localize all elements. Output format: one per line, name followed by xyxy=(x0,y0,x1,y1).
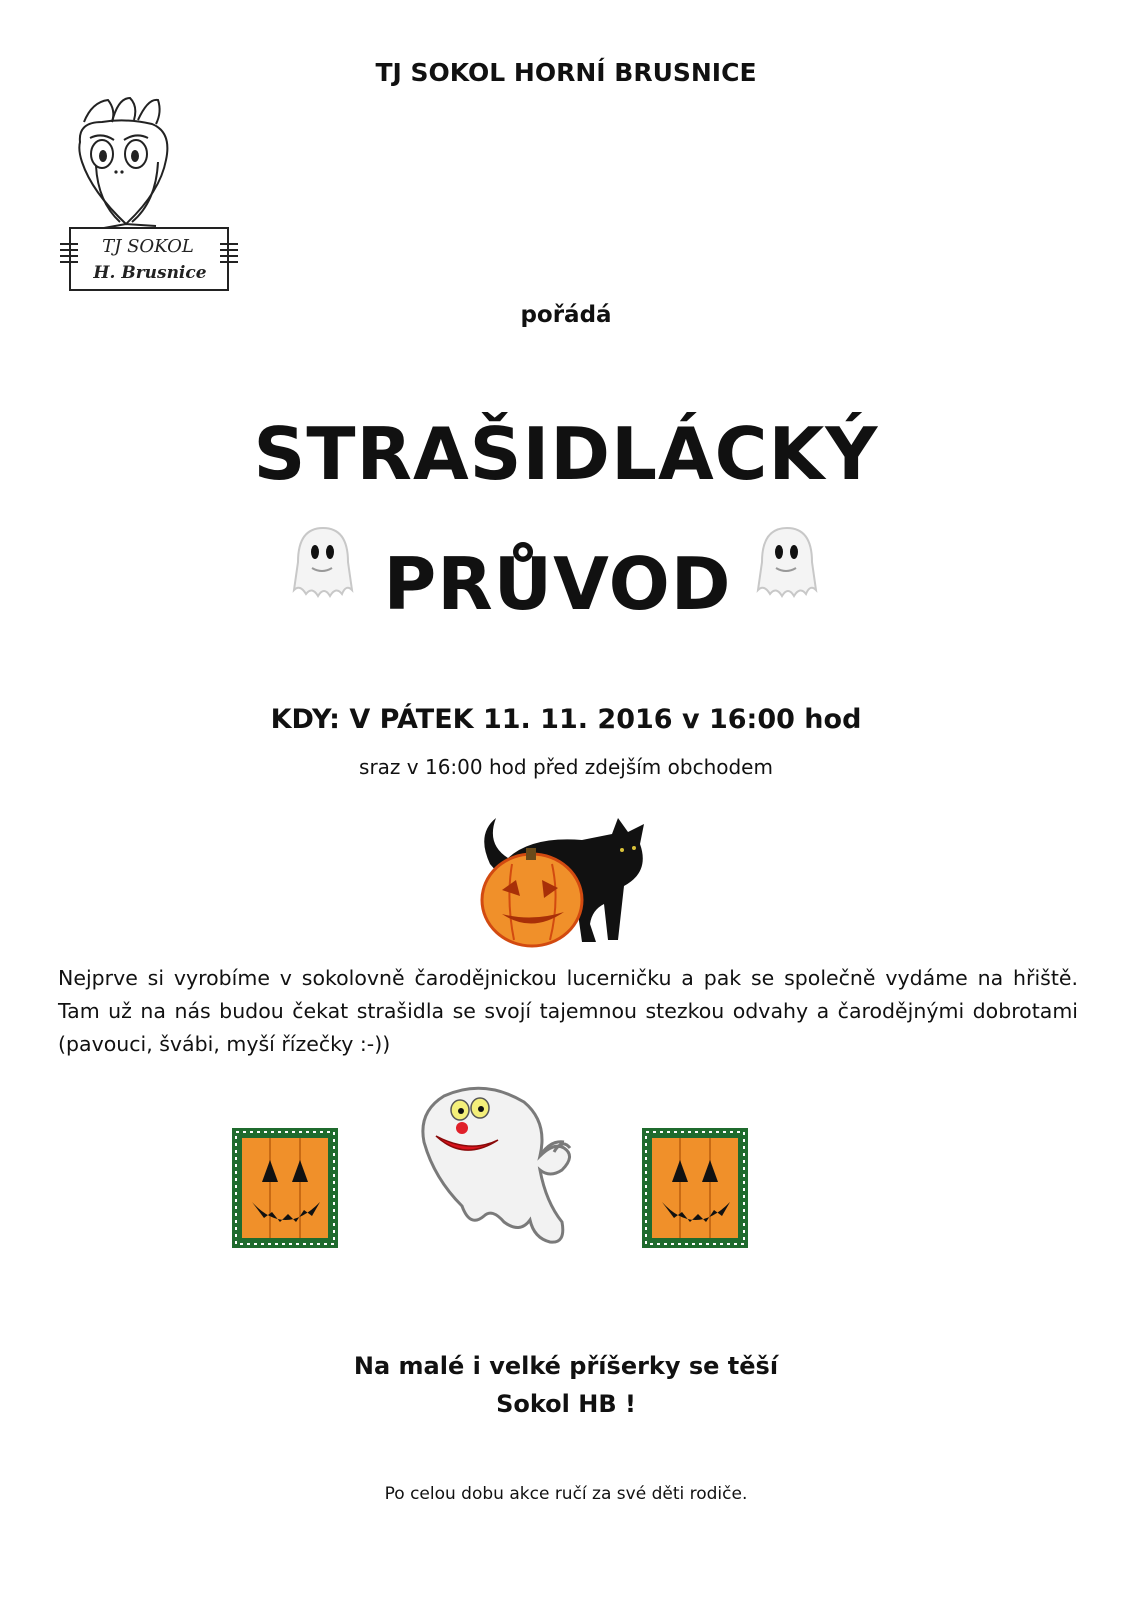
closing-line1: Na malé i velké příšerky se těší xyxy=(353,1352,779,1380)
event-description: Nejprve si vyrobíme v sokolovně čarodějnickou lucerničku a pak se společně vydáme na hřiště. Tam už na nás budou čekat strašidla se svojí tajemnou stezkou odvahy a čarodějnými dobrotami (pavouci, švábi, myší řízečky :-)) xyxy=(58,966,1078,1056)
logo-text-line1: TJ SOKOL xyxy=(102,236,194,257)
logo-text-line2: H. Brusnice xyxy=(93,263,207,283)
parent-responsibility-note: Po celou dobu akce ručí za své děti rodiče. xyxy=(384,1484,748,1504)
event-when: KDY: V PÁTEK 11. 11. 2016 v 16:00 hod xyxy=(270,704,862,735)
ghost-icon-left xyxy=(288,524,358,602)
ghost-icon-right xyxy=(752,524,822,602)
intro-text: pořádá xyxy=(520,302,612,328)
closing-line2: Sokol HB ! xyxy=(496,1390,636,1418)
smiling-ghost-icon xyxy=(414,1082,580,1252)
pumpkin-stamp-icon-right xyxy=(640,1126,750,1250)
closing-message xyxy=(0,1347,1132,1423)
pumpkin-stamp-icon-left xyxy=(230,1126,340,1250)
event-meeting: sraz v 16:00 hod před zdejším obchodem xyxy=(359,755,773,779)
black-cat-pumpkin-icon xyxy=(472,814,656,948)
sokol-owl-logo xyxy=(56,92,246,294)
title-line2: PRŮVOD xyxy=(383,542,732,626)
organization-title: TJ SOKOL HORNÍ BRUSNICE xyxy=(375,58,757,87)
title-line1: STRAŠIDLÁCKÝ xyxy=(253,412,879,496)
